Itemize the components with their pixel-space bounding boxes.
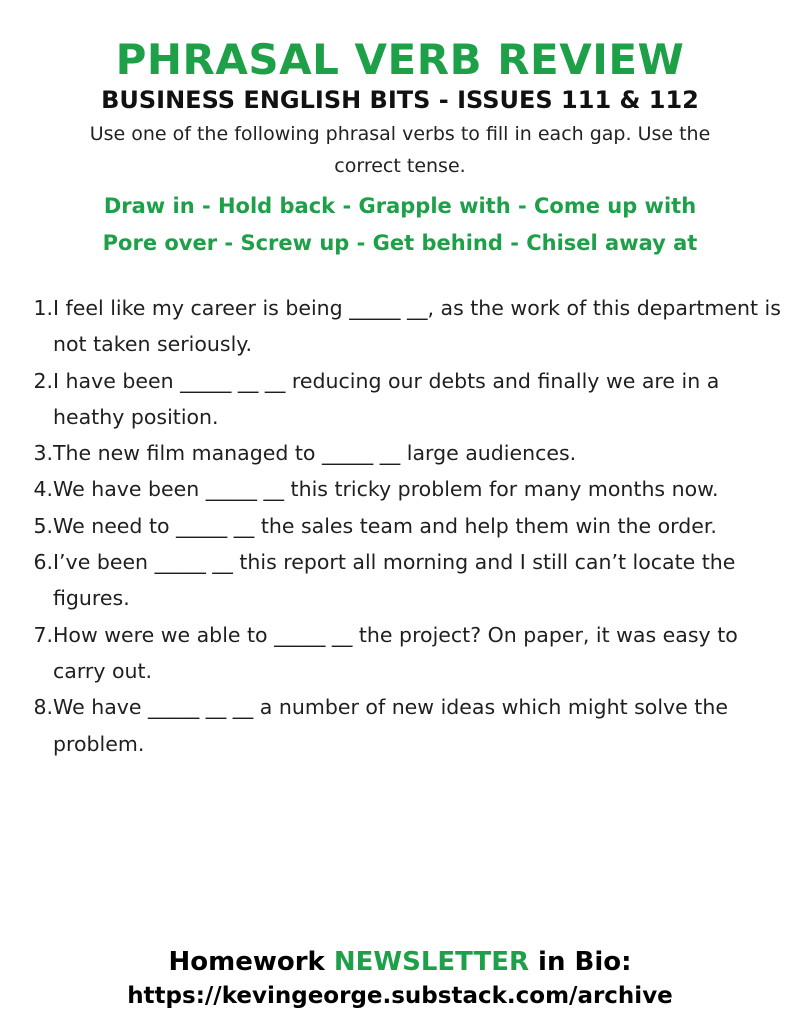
question-number: 2. <box>33 368 53 393</box>
question-number: 1. <box>33 296 53 320</box>
footer-prefix: Homework <box>168 947 334 977</box>
phrasal-verb-line-1: Draw in - Hold back - Grapple with - Come up with <box>103 194 697 218</box>
question-text: I have been _____ __ __ reducing our debts and finally we are in a heathy position. <box>53 368 720 429</box>
instructions-text: Use one of the following phrasal verbs to fill in each gap. Use the correct tense. <box>89 123 711 177</box>
footer-newsletter-line <box>0 944 800 980</box>
question-item <box>28 471 793 507</box>
question-item <box>28 363 793 436</box>
question-text: How were we able to _____ __ the project? On paper, it was easy to carry out. <box>53 622 738 683</box>
footer-url-link[interactable]: https://kevingeorge.substack.com/archive <box>127 983 673 1009</box>
phrasal-verb-list <box>0 188 800 262</box>
question-number: 7. <box>33 622 53 647</box>
question-text: I’ve been _____ __ this report all morning and I still can’t locate the figures. <box>53 550 736 611</box>
question-list <box>28 290 793 762</box>
question-item <box>28 290 793 363</box>
question-item <box>28 435 793 471</box>
footer-newsletter-highlight: NEWSLETTER <box>333 947 529 977</box>
question-text: The new film managed to _____ __ large audiences. <box>53 441 577 466</box>
question-number: 8. <box>33 695 53 720</box>
question-number: 5. <box>33 513 53 538</box>
question-number: 3. <box>33 441 53 466</box>
question-text: I feel like my career is being _____ __, as the work of this department is not taken seriously. <box>53 296 781 357</box>
page-subtitle: BUSINESS ENGLISH BITS - ISSUES 111 & 112 <box>101 86 699 114</box>
footer <box>0 944 800 1012</box>
page-title: PHRASAL VERB REVIEW <box>115 35 685 84</box>
question-item <box>28 689 793 762</box>
question-item <box>28 544 793 617</box>
question-text: We need to _____ __ the sales team and help them win the order. <box>53 513 717 538</box>
question-number: 4. <box>33 477 53 502</box>
question-item <box>28 508 793 544</box>
question-number: 6. <box>33 550 53 575</box>
footer-suffix: in Bio: <box>529 947 632 977</box>
question-text: We have _____ __ __ a number of new ideas which might solve the problem. <box>53 695 728 756</box>
phrasal-verb-line-2: Pore over - Screw up - Get behind - Chisel away at <box>102 231 698 255</box>
question-text: We have been _____ __ this tricky problem for many months now. <box>53 477 719 502</box>
question-item <box>28 617 793 690</box>
